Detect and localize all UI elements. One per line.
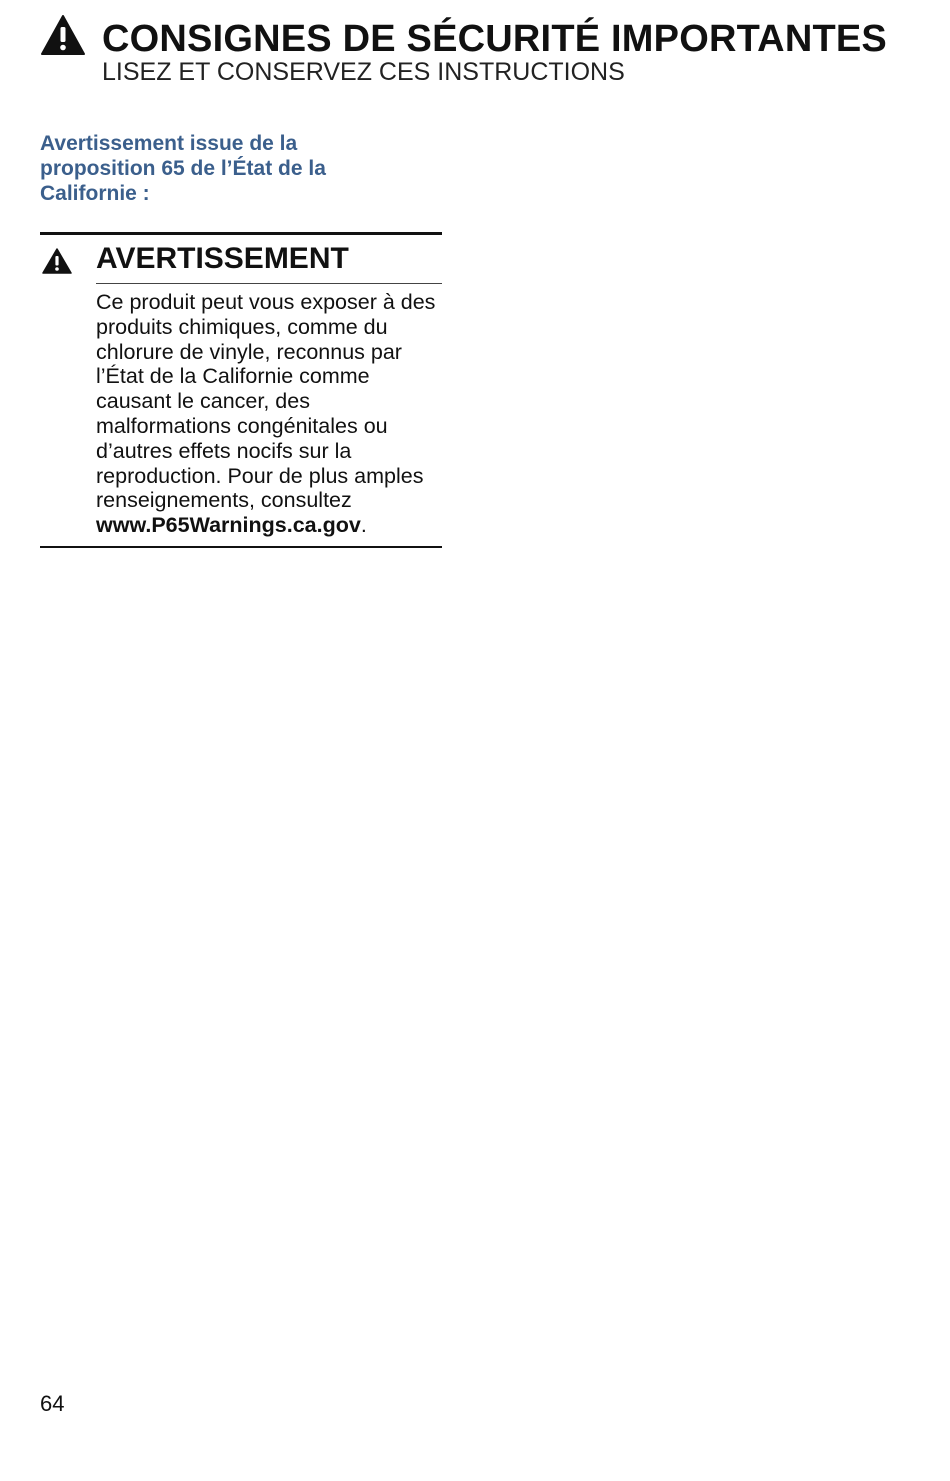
page-title: CONSIGNES DE SÉCURITÉ IMPORTANTES — [102, 18, 887, 60]
page-subtitle: LISEZ ET CONSERVEZ CES INSTRUCTIONS — [102, 58, 625, 86]
prop65-heading: Avertissement issue de la proposition 65 de l’État de la Californie : — [40, 132, 326, 205]
warning-divider — [96, 283, 442, 284]
warning-body-suffix: . — [360, 513, 367, 538]
warning-header — [40, 235, 442, 283]
warning-triangle-icon — [42, 248, 72, 274]
warning-body — [96, 290, 442, 538]
warning-triangle-icon — [40, 14, 86, 56]
warning-label: AVERTISSEMENT — [96, 242, 349, 275]
warning-box — [40, 232, 442, 548]
p65-website-link[interactable]: www.P65Warnings.ca.gov — [96, 513, 361, 538]
page-number: 64 — [40, 1391, 65, 1416]
warning-body-text: Ce produit peut vous exposer à des produits chimiques, comme du chlorure de vinyle, reconnus par l’État de la Californie comme causant le cancer, des malformations congénitales ou d’autres effets nocifs sur la reproduction. Pour de plus amples renseignements, consultez — [96, 290, 436, 513]
warning-bottom-rule — [40, 546, 442, 548]
